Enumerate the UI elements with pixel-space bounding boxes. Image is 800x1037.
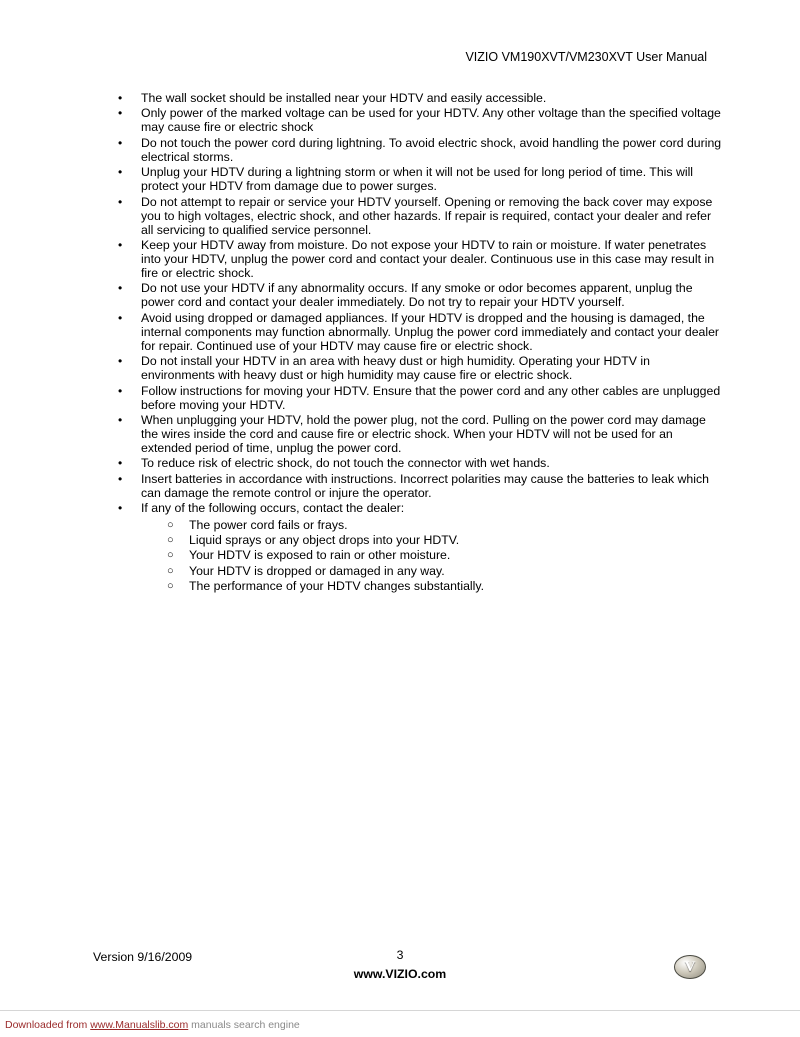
- download-suffix: manuals search engine: [188, 1019, 300, 1031]
- download-prefix: Downloaded from: [5, 1019, 91, 1031]
- list-item: [104, 92, 724, 106]
- list-item-text: To reduce risk of electric shock, do not touch the connector with wet hands.: [141, 456, 550, 471]
- list-item-text: Unplug your HDTV during a lightning storm or when it will not be used for long period of time. This will protect your HDTV from damage due to power surges.: [141, 165, 694, 194]
- list-item-text: Avoid using dropped or damaged appliances. If your HDTV is dropped and the housing is damaged, the internal components may function abnormally. Unplug the power cord immediately and contact your dealer for repair. Continued use of your HDTV may cause fire or electric shock.: [141, 310, 720, 353]
- list-item-text: Do not use your HDTV if any abnormality occurs. If any smoke or odor becomes apparent, unplug the power cord and contact your dealer immediately. Do not try to repair your HDTV yourself.: [141, 281, 693, 310]
- list-item: [104, 355, 724, 383]
- bullet-icon: •: [118, 238, 123, 253]
- manualslib-link[interactable]: www.Manualslib.com: [90, 1019, 189, 1031]
- logo-oval: [674, 955, 706, 979]
- list-item-text: Insert batteries in accordance with instructions. Incorrect polarities may cause the batteries to leak which can damage the remote control or injure the operator.: [141, 471, 709, 500]
- list-item-text: When unplugging your HDTV, hold the power plug, not the cord. Pulling on the power cord may damage the wires inside the cord and cause fire or electric shock. When your HDTV will not be used for an extended period of time, unplug the power cord.: [141, 412, 706, 455]
- bullet-icon: •: [118, 106, 123, 121]
- sub-list-item: [141, 564, 724, 579]
- list-item: [104, 473, 724, 501]
- circle-bullet-icon: ○: [167, 564, 174, 577]
- list-item: [104, 282, 724, 310]
- list-item: [104, 414, 724, 456]
- download-source-text: [5, 1019, 300, 1031]
- list-item: [104, 385, 724, 413]
- sub-list-item-text: Your HDTV is dropped or damaged in any way.: [189, 563, 445, 578]
- list-item: [104, 502, 724, 594]
- list-item: [104, 107, 724, 135]
- page-footer: [0, 946, 800, 1006]
- document-version: Version 9/16/2009: [93, 950, 193, 964]
- bullet-icon: •: [118, 501, 123, 516]
- bullet-icon: •: [118, 281, 123, 296]
- page-header: VIZIO VM190XVT/VM230XVT User Manual: [465, 50, 707, 64]
- sub-list-item: [141, 579, 724, 594]
- list-item-text: Do not install your HDTV in an area with heavy dust or high humidity. Operating your HDTV in environments with heavy dust or high humidity may cause fire or electric shock.: [141, 354, 650, 383]
- bullet-icon: •: [118, 194, 123, 209]
- circle-bullet-icon: ○: [167, 534, 174, 547]
- page-number: 3: [396, 948, 404, 962]
- list-item: [104, 166, 724, 194]
- bullet-icon: •: [118, 310, 123, 325]
- circle-bullet-icon: ○: [167, 519, 174, 532]
- sub-list-item-text: The power cord fails or frays.: [189, 518, 348, 533]
- list-item-text: Do not touch the power cord during lightning. To avoid electric shock, avoid handling the power cord during electrical storms.: [141, 135, 722, 164]
- sub-list-item-text: The performance of your HDTV changes substantially.: [189, 578, 485, 593]
- bullet-icon: •: [118, 412, 123, 427]
- vizio-logo-icon: [674, 955, 706, 979]
- sub-list-item: [141, 518, 724, 533]
- list-item-text: Only power of the marked voltage can be used for your HDTV. Any other voltage than the specified voltage may cause fire or electric shock: [141, 106, 721, 135]
- list-item: [104, 196, 724, 238]
- bullet-list: [104, 92, 724, 594]
- sub-list-item-text: Your HDTV is exposed to rain or other moisture.: [189, 548, 451, 563]
- list-item: [104, 457, 724, 471]
- bullet-icon: •: [118, 91, 123, 105]
- list-item: [104, 312, 724, 354]
- list-item-text: Do not attempt to repair or service your HDTV yourself. Opening or removing the back cover may expose you to high voltages, electric shock, and other hazards. If repair is required, contact your dealer and refer all servicing to qualified service personnel.: [141, 194, 713, 237]
- list-item-text: If any of the following occurs, contact the dealer:: [141, 501, 405, 516]
- bullet-icon: •: [118, 135, 123, 150]
- sub-bullet-list: [141, 518, 724, 594]
- safety-instructions-list: [104, 92, 724, 595]
- website-url: www.VIZIO.com: [353, 967, 447, 981]
- bullet-icon: •: [118, 165, 123, 180]
- download-source-bar: [0, 1010, 800, 1037]
- list-item: [104, 137, 724, 165]
- bullet-icon: •: [118, 354, 123, 369]
- list-item-text: Keep your HDTV away from moisture. Do not expose your HDTV to rain or moisture. If water penetrates into your HDTV, unplug the power cord and contact your dealer. Continuous use in this case may result in fire or electric shock.: [141, 238, 715, 280]
- list-item-text: Follow instructions for moving your HDTV. Ensure that the power cord and any other cables are unplugged before moving your HDTV.: [141, 383, 721, 412]
- bullet-icon: •: [118, 456, 123, 471]
- sub-list-item: [141, 548, 724, 563]
- sub-list-item: [141, 533, 724, 548]
- bullet-icon: •: [118, 471, 123, 486]
- bullet-icon: •: [118, 383, 123, 398]
- logo-letter: V: [684, 958, 696, 975]
- sub-list-item-text: Liquid sprays or any object drops into your HDTV.: [189, 533, 460, 548]
- list-item: [104, 239, 724, 281]
- list-item-text: The wall socket should be installed near your HDTV and easily accessible.: [141, 91, 547, 105]
- circle-bullet-icon: ○: [167, 549, 174, 562]
- circle-bullet-icon: ○: [167, 579, 174, 592]
